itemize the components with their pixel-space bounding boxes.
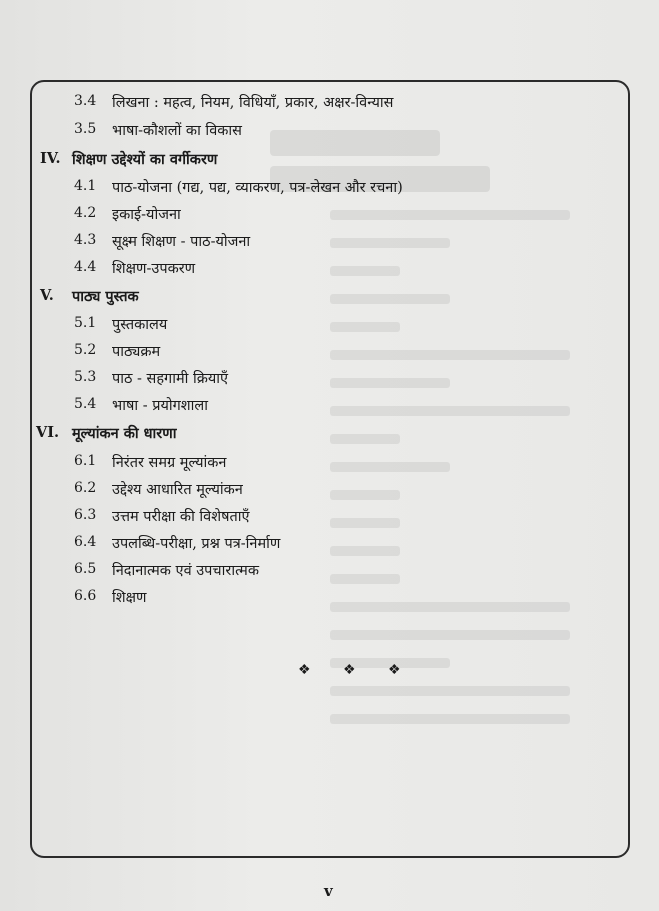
item-number: 6.1 bbox=[74, 453, 97, 469]
item-text: उत्तम परीक्षा की विशेषताएँ bbox=[112, 509, 250, 525]
item-text: पुस्तकालय bbox=[112, 317, 168, 333]
item-text: सूक्ष्म शिक्षण - पाठ-योजना bbox=[112, 234, 251, 250]
item-text: शिक्षण bbox=[112, 590, 147, 606]
item-text: निदानात्मक एवं उपचारात्मक bbox=[112, 563, 259, 579]
ornament-divider: ❖ ❖ ❖ bbox=[298, 662, 415, 678]
item-number: 3.4 bbox=[74, 93, 97, 109]
item-text: पाठ्यक्रम bbox=[112, 344, 161, 360]
item-text: उपलब्धि-परीक्षा, प्रश्न पत्र-निर्माण bbox=[112, 536, 281, 552]
item-text: भाषा - प्रयोगशाला bbox=[112, 398, 208, 414]
item-text: शिक्षण-उपकरण bbox=[112, 261, 196, 277]
item-number: 5.1 bbox=[74, 315, 97, 331]
item-text: निरंतर समग्र मूल्यांकन bbox=[112, 455, 227, 471]
item-text: पाठ-योजना (गद्य, पद्य, व्याकरण, पत्र-लेखन और रचना) bbox=[112, 180, 403, 196]
item-text: पाठ - सहगामी क्रियाएँ bbox=[112, 371, 229, 387]
section-heading: शिक्षण उद्देश्यों का वर्गीकरण bbox=[72, 151, 218, 168]
item-number: 6.2 bbox=[74, 480, 97, 496]
section-heading: मूल्यांकन की धारणा bbox=[72, 425, 177, 442]
section-numeral: V. bbox=[40, 287, 54, 304]
item-number: 3.5 bbox=[74, 121, 97, 137]
page-number: v bbox=[324, 882, 333, 900]
item-number: 6.3 bbox=[74, 507, 97, 523]
item-number: 5.2 bbox=[74, 342, 97, 358]
item-number: 4.2 bbox=[74, 205, 97, 221]
item-number: 4.3 bbox=[74, 232, 97, 248]
section-numeral: VI. bbox=[36, 424, 60, 441]
item-number: 6.4 bbox=[74, 534, 97, 550]
section-heading: पाठ्य पुस्तक bbox=[72, 288, 139, 305]
item-number: 6.5 bbox=[74, 561, 97, 577]
item-text: भाषा-कौशलों का विकास bbox=[112, 123, 242, 139]
section-numeral: IV. bbox=[40, 150, 61, 167]
item-number: 5.3 bbox=[74, 369, 97, 385]
item-number: 4.1 bbox=[74, 178, 97, 194]
item-text: इकाई-योजना bbox=[112, 207, 181, 223]
item-text: उद्देश्य आधारित मूल्यांकन bbox=[112, 482, 243, 498]
item-number: 4.4 bbox=[74, 259, 97, 275]
item-number: 6.6 bbox=[74, 588, 97, 604]
item-text: लिखना : महत्व, नियम, विधियाँ, प्रकार, अक्षर-विन्यास bbox=[112, 95, 394, 111]
item-number: 5.4 bbox=[74, 396, 97, 412]
